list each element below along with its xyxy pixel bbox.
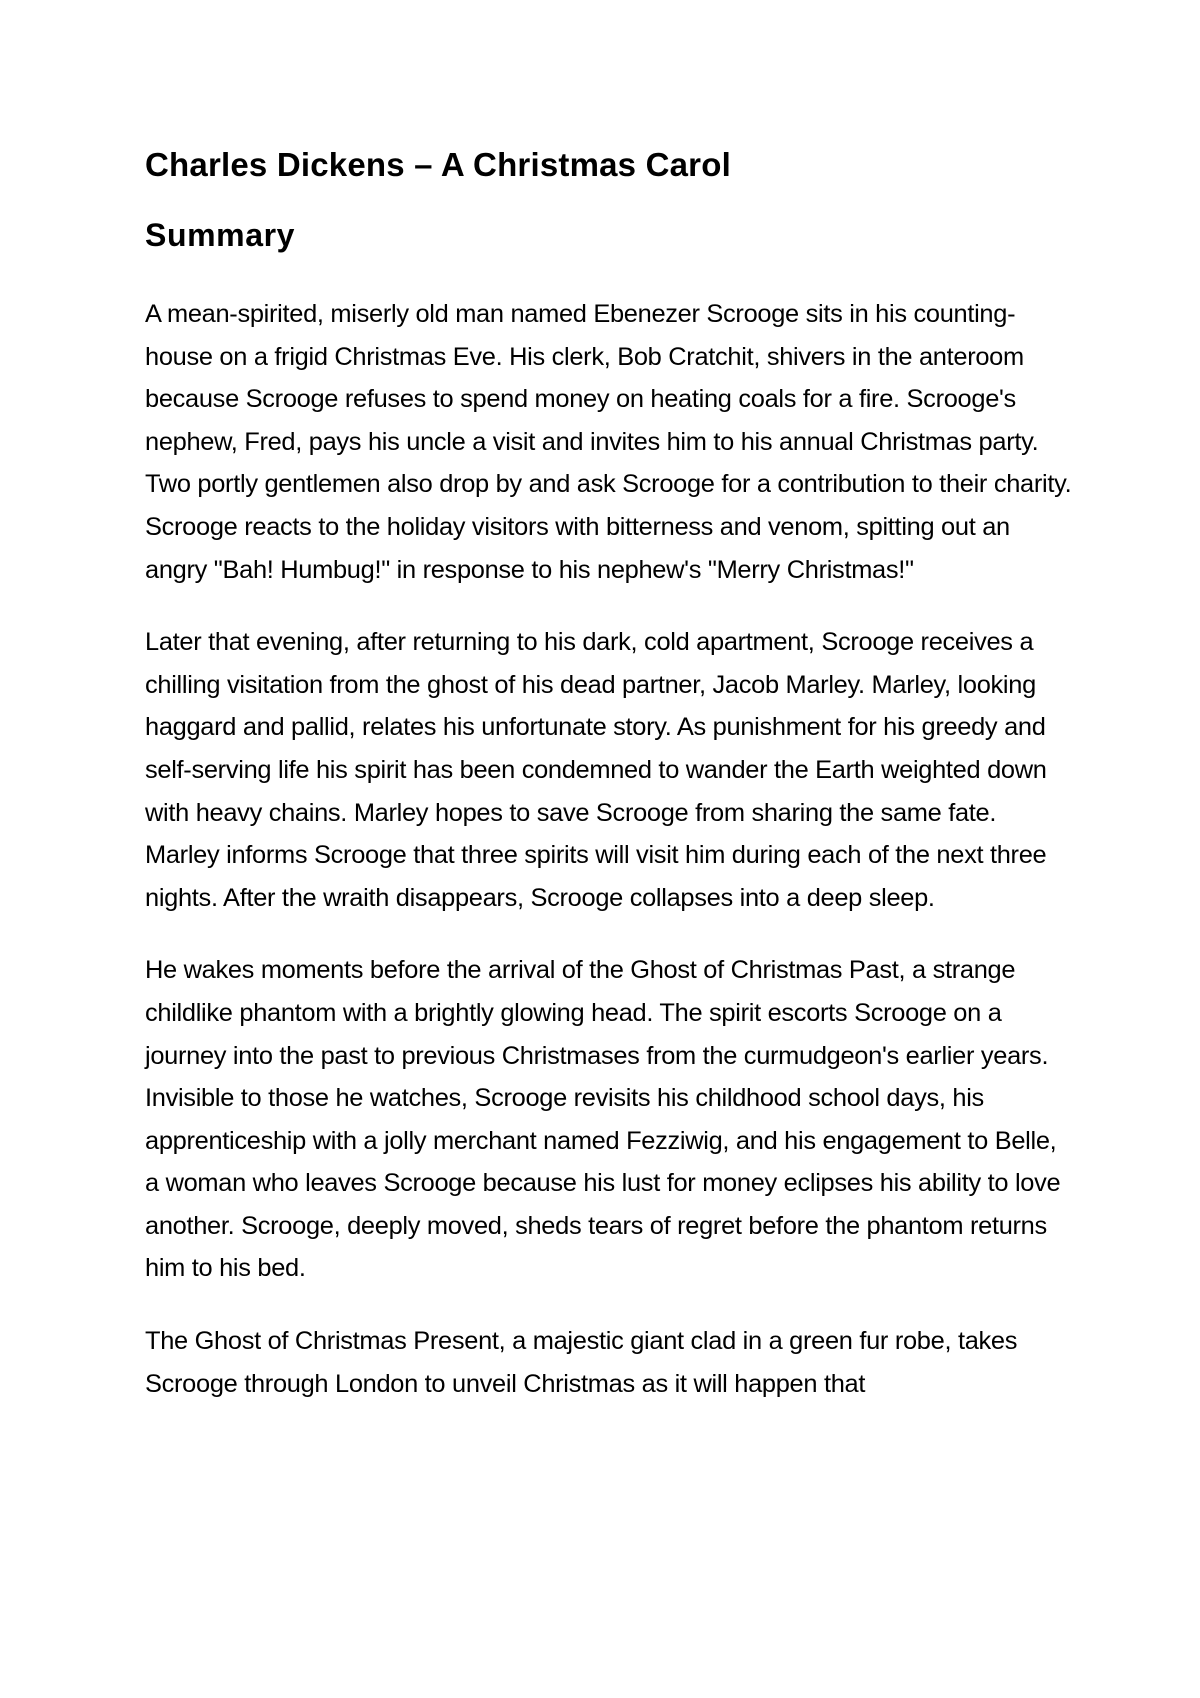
document-title: Charles Dickens – A Christmas Carol (145, 146, 731, 183)
paragraph-2: Later that evening, after returning to his dark, cold apartment, Scrooge receives a chilling visitation from the ghost of his dead partner, Jacob Marley. Marley, looking haggard and pallid, relates his unfortunate story. As punishment for his greedy and self-serving life his spirit has been condemned to wander the Earth weighted down with heavy chains. Marley hopes to save Scrooge from sharing the same fate. Marley informs Scrooge that three spirits will visit him during each of the next three nights. After the wraith disappears, Scrooge collapses into a deep sleep. (145, 628, 1047, 912)
paragraph-1: A mean-spirited, miserly old man named Ebenezer Scrooge sits in his counting-house on a frigid Christmas Eve. His clerk, Bob Cratchit, shivers in the anteroom because Scrooge refuses to spend money on heating coals for a fire. Scrooge's nephew, Fred, pays his uncle a visit and invites him to his annual Christmas party. Two portly gentlemen also drop by and ask Scrooge for a contribution to their charity. Scrooge reacts to the holiday visitors with bitterness and venom, spitting out an angry "Bah! Humbug!" in response to his nephew's "Merry Christmas!" (145, 300, 1072, 584)
section-heading: Summary (145, 217, 296, 253)
paragraph-3: He wakes moments before the arrival of the Ghost of Christmas Past, a strange childlike phantom with a brightly glowing head. The spirit escorts Scrooge on a journey into the past to previous Christmases from the curmudgeon's earlier years. Invisible to those he watches, Scrooge revisits his childhood school days, his apprenticeship with a jolly merchant named Fezziwig, and his engagement to Belle, a woman who leaves Scrooge because his lust for money eclipses his ability to love another. Scrooge, deeply moved, sheds tears of regret before the phantom returns him to his bed. (145, 956, 1061, 1283)
paragraph-4: The Ghost of Christmas Present, a majestic giant clad in a green fur robe, takes Scrooge through London to unveil Christmas as it will happen that (145, 1327, 1018, 1398)
document-page (145, 140, 1075, 1405)
